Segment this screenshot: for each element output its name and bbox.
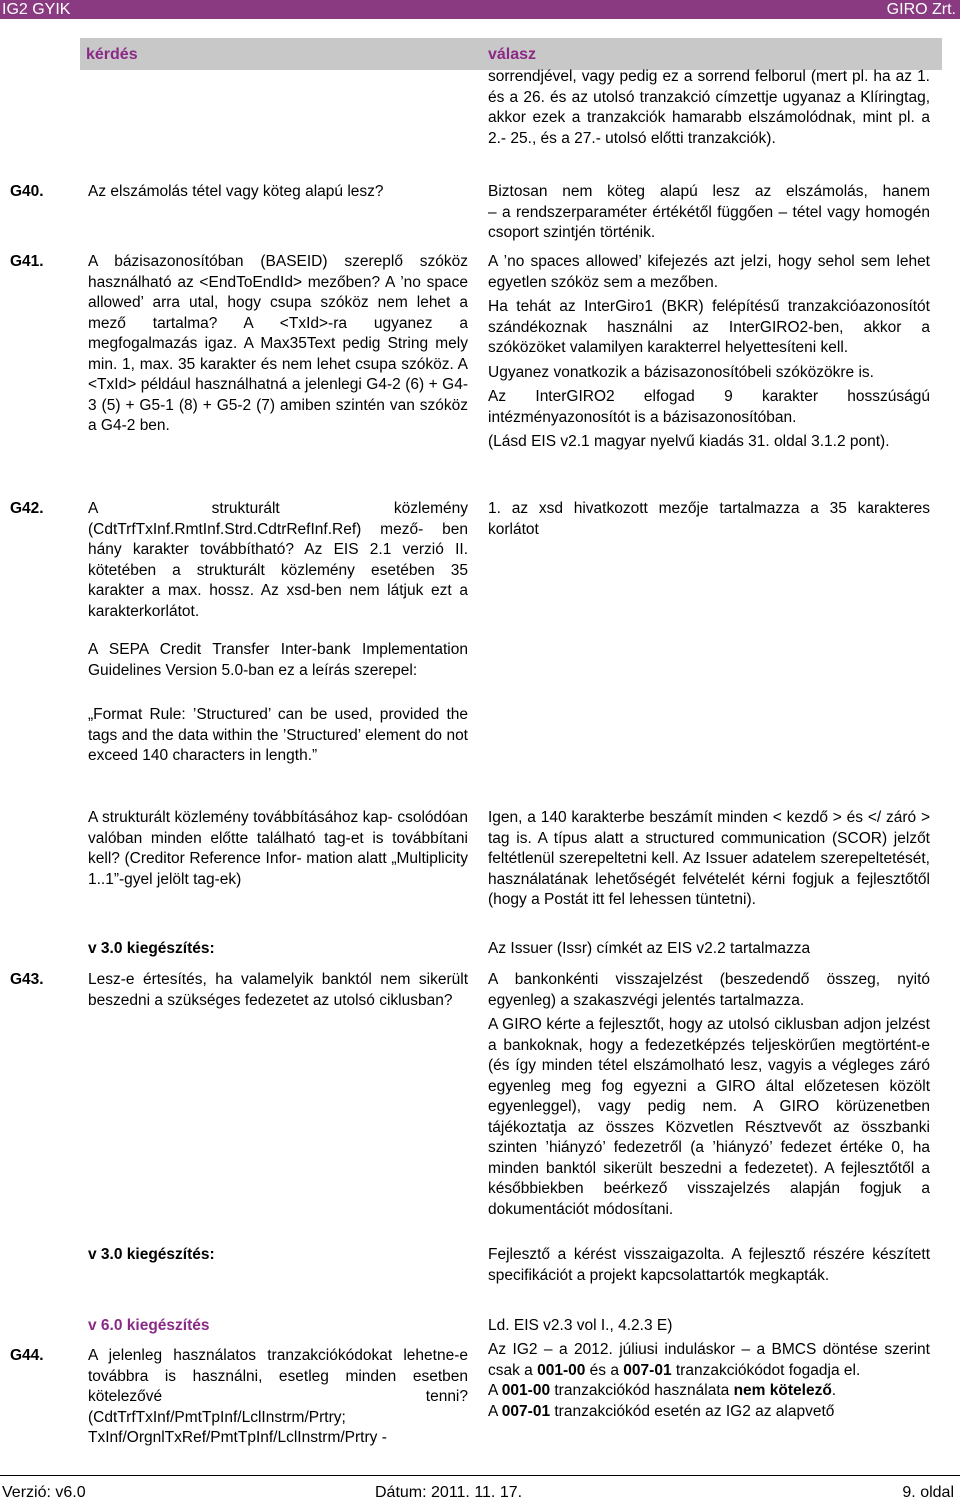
answer-g40-line2: – a rendszerparaméter értékétől függően – tétel vagy homogén csoport szintjén történik. <box>488 203 930 241</box>
extension-answer-g43-v6: Ld. EIS v2.3 vol I., 4.2.3 E) <box>488 1317 673 1334</box>
continued-answer: sorrendjével, vagy pedig ez a sorrend felborul (mert pl. ha az 1. és a 26. és az utolsó tranzakció címzettje ugyanaz a Klíringtag, akkor ezek a tranzakciók hamarabb elszámolódnak, mint pl. a 2.- 25., és a 27.- utolsó előtti tranzakciók). <box>488 68 930 147</box>
question-g40: Az elszámolás tétel vagy köteg alapú lesz? <box>88 183 384 200</box>
answer-g42-part1: 1. az xsd hivatkozott mezője tartalmazza a 35 karakteres korlátot <box>488 500 930 538</box>
answer-g43-p2: A GIRO kérte a fejlesztőt, hogy az utolsó ciklusban adjon jelzést a bankoknak, hogy a fedezetképzés teljeskörűen megtörtént-e (és így minden tétel elszámolható lesz, vagyis a végleges záró egyenleg meg fog egyezni a GIRO által előzetesen közölt egyenleggel), vagy pedig nem. A GIRO körüzenetben tájékoztatja az összes Közvetlen Résztvevőt az összbanki szinten ’hiányzó’ fedezetről (a ’hiányzó’ fedezet értéke 0, ha minden banktól sikerült beszedni a fedezetet). A fejlesztőtől a későbbiekben beérkező visszajelzés alapján fogjuk a dokumentációt módosítani. <box>488 1016 930 1218</box>
footer-version: Verzió: v6.0 <box>2 1484 86 1501</box>
answer-g44-p3: A 007-01 tranzakciókód esetén az IG2 az alapvető <box>488 1402 835 1420</box>
page-header <box>0 0 960 19</box>
header-company: GIRO Zrt. <box>886 1 956 18</box>
answer-g44 <box>488 1340 930 1422</box>
answer-g42-part2: Igen, a 140 karakterbe beszámít minden < kezdő > és </ záró > tag is. A típus alatt a structured communication (SCOR) jelzőt feltétlenül szerepeltetni kell. Az Issuer adatelem szerepeltetését, használatának lehetőségét felvételét kérni fogjuk a fejlesztőtől (hogy a Postát itt fel lehessen tüntetni). <box>488 809 930 908</box>
extension-answer-g42: Az Issuer (Issr) címkét az EIS v2.2 tartalmazza <box>488 940 811 957</box>
question-g43: Lesz-e értesítés, ha valamelyik banktól nem sikerült beszedni a szükséges fedezetet az utolsó ciklusban? <box>88 971 468 1009</box>
footer-page-number: 9. oldal <box>902 1484 954 1501</box>
answer-g43 <box>488 970 930 1220</box>
extension-label-g43-v3: v 3.0 kiegészítés: <box>88 1246 215 1263</box>
question-g44: A jelenleg használatos tranzakciókódokat lehetne-e továbbra is használni, esetleg minden esetben kötelezővé tenni? (CdtTrfTxInf/PmtTpInf/LclInstrm/Prtry; TxInf/OrgnlTxRef/PmtTpInf/LclInstrm/Prtry - <box>88 1347 468 1446</box>
question-g41: A bázisazonosítóban (BASEID) szereplő szóköz használható az <EndToEndId> mezőben? A ’no space allowed’ arra utal, hogy csupa szóköz nem lehet a mező tartalma? A <TxId>-ra ugyanez a megfogalmazás igaz. A Max35Text pedig String mely min. 1, max. 35 karakter és nem lehet csupa szóköz. A <TxId> például használhatná a jelenlegi G4-2 (6) + G4-3 (5) + G5-1 (8) + G5-2 (7) amiben szintén van szóköz a G4-2 ben. <box>88 253 468 434</box>
footer-date: Dátum: 2011. 11. 17. <box>375 1484 523 1501</box>
answer-g41 <box>488 252 930 453</box>
answer-g44-p1: Az IG2 – a 2012. júliusi induláskor – a BMCS döntése szerint csak a 001-00 és a 007-01 tranzakciókódot fogadja el. <box>488 1341 930 1379</box>
question-number-g44: G44. <box>10 1347 44 1364</box>
answer-g40-line1: Biztosan nem köteg alapú lesz az elszámolás, hanem <box>488 183 930 200</box>
answer-g41-p5: (Lásd EIS v2.1 magyar nyelvű kiadás 31. oldal 3.1.2 pont). <box>488 433 890 450</box>
question-g42-quote: „Format Rule: ’Structured’ can be used, provided the tags and the data within the ’Structured’ element do not exceed 140 characters in length.” <box>88 706 468 764</box>
question-g42-part1: A strukturált közlemény (CdtTrfTxInf.RmtInf.Strd.CdtrRefInf.Ref) mező- ben hány karakter továbbítható? Az EIS 2.1 verzió II. kötetében a strukturált közlemény esetében 35 karakter a max. hossz. Az xsd-ben nem látjuk ezt a karakterkorlátot. <box>88 500 468 620</box>
table-header <box>80 38 942 70</box>
answer-g43-p1: A bankonkénti visszajelzést (beszedendő összeg, nyitó egyenleg) a szakaszvégi jelentés tartalmazza. <box>488 971 930 1009</box>
column-header-question: kérdés <box>86 46 138 63</box>
answer-g41-p4: Az InterGIRO2 elfogad 9 karakter hosszúságú intézményazonosítót is a bázisazonosítóban. <box>488 388 930 426</box>
header-doc-title: IG2 GYIK <box>2 1 71 18</box>
answer-g41-p3: Ugyanez vonatkozik a bázisazonosítóbeli szóközökre is. <box>488 363 874 381</box>
question-g42-part2: A SEPA Credit Transfer Inter-bank Implementation Guidelines Version 5.0-ban ez a leírás szerepel: <box>88 641 468 679</box>
answer-g44-p2: A 001-00 tranzakciókód használata nem kötelező. <box>488 1382 837 1399</box>
question-number-g40: G40. <box>10 183 44 200</box>
footer-divider <box>0 1475 960 1476</box>
question-number-g43: G43. <box>10 971 44 988</box>
extension-answer-g43-v3: Fejlesztő a kérést visszaigazolta. A fejlesztő részére készített specifikációt a projekt kapcsolattartók megkapták. <box>488 1246 930 1284</box>
question-number-g42: G42. <box>10 500 44 517</box>
answer-g41-p2: Ha tehát az InterGiro1 (BKR) felépítésű tranzakcióazonosítót szándékoznak használni az InterGIRO2-ben, akkor a szóközöket valamilyen karakterrel helyettesíteni kell. <box>488 298 930 356</box>
question-number-g41: G41. <box>10 253 44 270</box>
extension-label-g42: v 3.0 kiegészítés: <box>88 940 215 957</box>
question-g42-part3: A strukturált közlemény továbbításához kap- csolódóan valóban minden előtte található tag-et is továbbítani kell? (Creditor Reference Infor- mation alatt „Multiplicity 1..1”-gyel jelölt tag-ek) <box>88 809 468 888</box>
extension-label-g43-v6: v 6.0 kiegészítés <box>88 1317 210 1334</box>
answer-g41-p1: A ’no spaces allowed’ kifejezés azt jelzi, hogy sehol sem lehet egyetlen szóköz sem a mezőben. <box>488 253 930 291</box>
answer-g40 <box>488 182 930 244</box>
column-header-answer: válasz <box>488 46 537 63</box>
